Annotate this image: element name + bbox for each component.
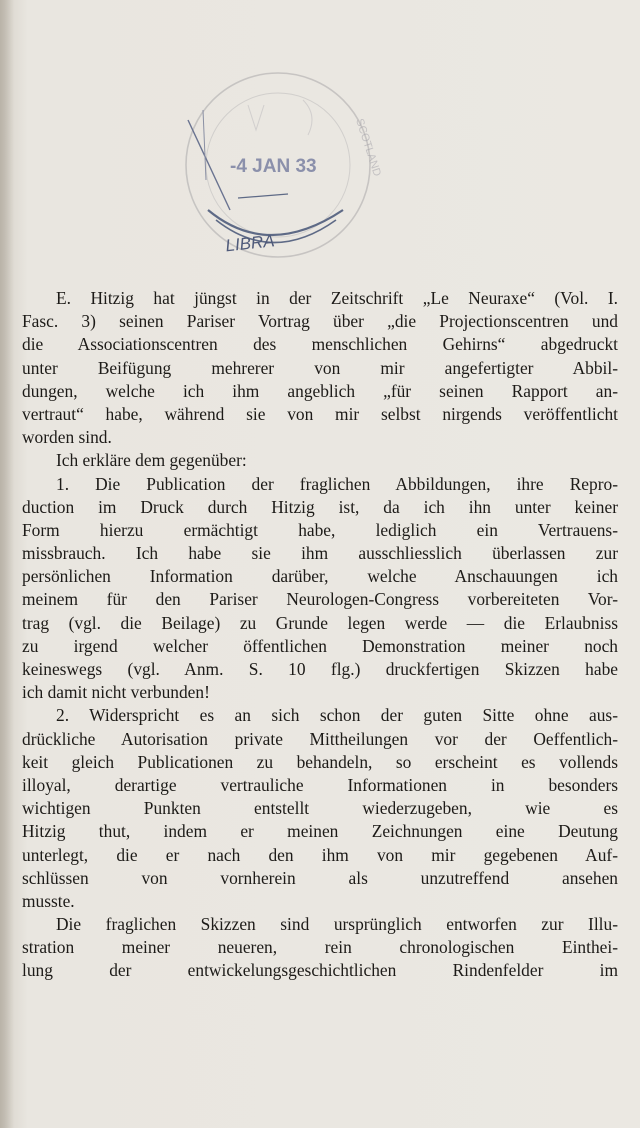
paragraph-3-line-2: duction im Druck durch Hitzig ist, da ich ihn unter keiner xyxy=(22,496,618,517)
page-spine-shadow xyxy=(0,0,14,1128)
paragraph-1-line-3: die Associationscentren des menschlichen Gehirns“ abgedruckt xyxy=(22,334,618,355)
paragraph-4-line-2: drückliche Autorisation private Mittheilungen vor der Oeffentlich- xyxy=(22,728,618,749)
paragraph-3-line-10: ich damit nicht verbunden! xyxy=(22,682,210,703)
paragraph-5-line-2: stration meiner neueren, rein chronologischen Einthei- xyxy=(22,937,618,958)
paragraph-4-line-9: musste. xyxy=(22,890,75,911)
paragraph-1-line-7: worden sind. xyxy=(22,427,112,448)
paragraph-1-line-1: E. Hitzig hat jüngst in der Zeitschrift „Le Neuraxe“ (Vol. I. xyxy=(56,288,618,308)
stamp-ring-text: SCOTLAND xyxy=(353,117,384,178)
paragraph-1-line-5: dungen, welche ich ihm angeblich „für seinen Rapport an- xyxy=(22,380,618,401)
document-body xyxy=(22,287,618,983)
paragraph-3-line-9: keineswegs (vgl. Anm. S. 10 flg.) druckfertigen Skizzen habe xyxy=(22,659,618,679)
library-stamp-graphic xyxy=(168,60,388,270)
paragraph-4-line-6: Hitzig thut, indem er meinen Zeichnungen eine Deutung xyxy=(22,821,618,842)
paragraph-4-line-8: schlüssen von vornherein als unzutreffend ansehen xyxy=(22,867,618,888)
paragraph-4-line-3: keit gleich Publicationen zu behandeln, so erscheint es vollends xyxy=(22,751,618,772)
paragraph-3-line-1: 1. Die Publication der fraglichen Abbildungen, ihre Repro- xyxy=(56,473,618,494)
paragraph-1-line-4: unter Beifügung mehrerer von mir angefertigter Abbil- xyxy=(22,357,618,378)
library-stamp xyxy=(168,60,388,270)
paragraph-1-line-2: Fasc. 3) seinen Pariser Vortrag über „die Projectionscentren und xyxy=(22,311,618,332)
paragraph-3-line-4: missbrauch. Ich habe sie ihm ausschliesslich überlassen zur xyxy=(22,543,618,564)
paragraph-5-line-3: lung der entwickelungsgeschichtlichen Rindenfelder im xyxy=(22,960,618,981)
paragraph-4-line-5: wichtigen Punkten entstellt wiederzugeben, wie es xyxy=(22,798,618,819)
paragraph-3-line-5: persönlichen Information darüber, welche Anschauungen ich xyxy=(22,566,618,587)
paragraph-2-line-1: Ich erkläre dem gegenüber: xyxy=(56,450,247,471)
paragraph-5-line-1: Die fraglichen Skizzen sind ursprünglich entworfen zur Illu- xyxy=(56,914,618,935)
paragraph-3-line-8: zu irgend welcher öffentlichen Demonstration meiner noch xyxy=(22,635,618,656)
paragraph-4-line-4: illoyal, derartige vertrauliche Informationen in besonders xyxy=(22,774,618,795)
paragraph-4-line-1: 2. Widerspricht es an sich schon der guten Sitte ohne aus- xyxy=(56,705,618,726)
paragraph-3-line-6: meinem für den Pariser Neurologen-Congress vorbereiteten Vor- xyxy=(22,589,618,610)
stamp-library-label: LIBRA xyxy=(224,231,276,256)
paragraph-4-line-7: unterlegt, die er nach den ihm von mir gegebenen Auf- xyxy=(22,844,618,865)
stamp-date: -4 JAN 33 xyxy=(230,156,317,177)
paragraph-1-line-6: vertraut“ habe, während sie von mir selbst nirgends veröffentlicht xyxy=(22,403,618,424)
paragraph-3-line-3: Form hierzu ermächtigt habe, lediglich ein Vertrauens- xyxy=(22,519,618,540)
paragraph-3-line-7: trag (vgl. die Beilage) zu Grunde legen werde — die Erlaubniss xyxy=(22,612,618,633)
